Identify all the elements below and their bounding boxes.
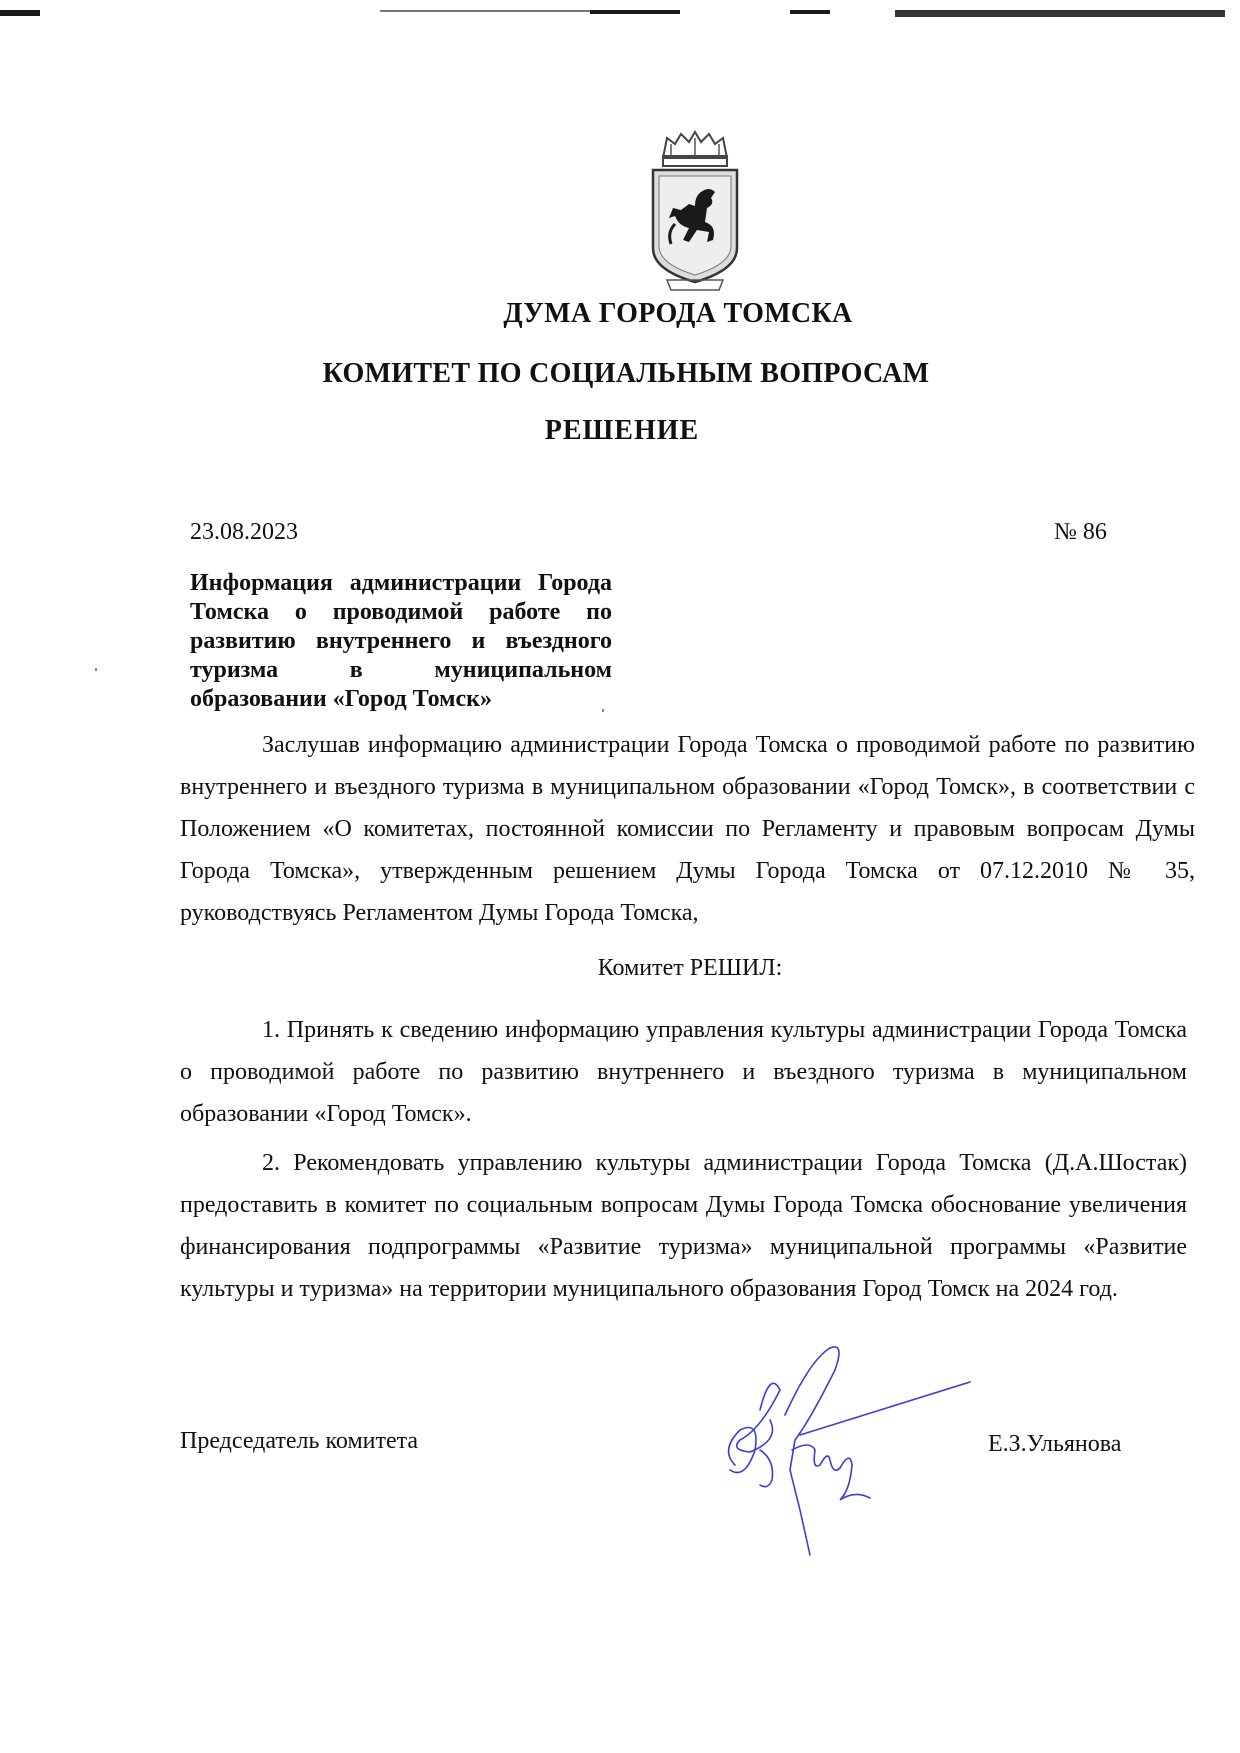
preamble-paragraph: Заслушав информацию администрации Города Томска о проводимой работе по развитию внутреннего и въездного туризма в муниципальном образовании «Город Томск», в соответствии с Положением «О комитетах, постоянной комиссии по Регламенту и правовым вопросам Думы Города Томска», утвержденным решением Думы Города Томска от 07.12.2010 № 35, руководствуясь Регламентом Думы Города Томска, <box>180 732 1195 926</box>
scan-edge-mark <box>790 10 830 14</box>
scan-edge-mark <box>0 10 40 16</box>
signer-name: Е.З.Ульянова <box>988 1431 1122 1457</box>
committee-name: КОМИТЕТ ПО СОЦИАЛЬНЫМ ВОПРОСАМ <box>322 358 930 389</box>
resolved-heading: Комитет РЕШИЛ: <box>597 955 783 981</box>
decision-item-2: 2. Рекомендовать управлению культуры администрации Города Томска (Д.А.Шостак) предоставить в комитет по социальным вопросам Думы Города Томска обоснование увеличения финансирования подпрограммы «Развитие туризма» муниципальной программы «Развитие культуры и туризма» на территории муниципального образования Город Томск на 2024 год. <box>180 1150 1187 1302</box>
subject-line: туризма в муниципальном <box>190 657 612 683</box>
tomsk-coat-of-arms-icon <box>645 130 745 295</box>
document-date: 23.08.2023 <box>190 519 298 545</box>
scan-speck <box>95 668 97 671</box>
subject-line: Информация администрации Города <box>190 570 612 596</box>
chair-position: Председатель комитета <box>180 1428 419 1454</box>
handwritten-signature <box>700 1340 980 1570</box>
document-type: РЕШЕНИЕ <box>544 415 700 446</box>
document-number: № 86 <box>1054 519 1107 545</box>
subject-line: развитию внутреннего и въездного <box>190 628 612 654</box>
subject-line: Томска о проводимой работе по <box>190 599 612 625</box>
scan-edge-mark <box>590 10 680 14</box>
scan-speck <box>602 709 604 712</box>
document-subject <box>190 569 612 714</box>
decision-item-1: 1. Принять к сведению информацию управления культуры администрации Города Томска о проводимой работе по развитию внутреннего и въездного туризма в муниципальном образовании «Город Томск». <box>180 1017 1187 1127</box>
subject-line: образовании «Город Томск» <box>190 686 492 712</box>
scan-edge-mark <box>895 10 1225 17</box>
org-name: ДУМА ГОРОДА ТОМСКА <box>503 298 853 329</box>
